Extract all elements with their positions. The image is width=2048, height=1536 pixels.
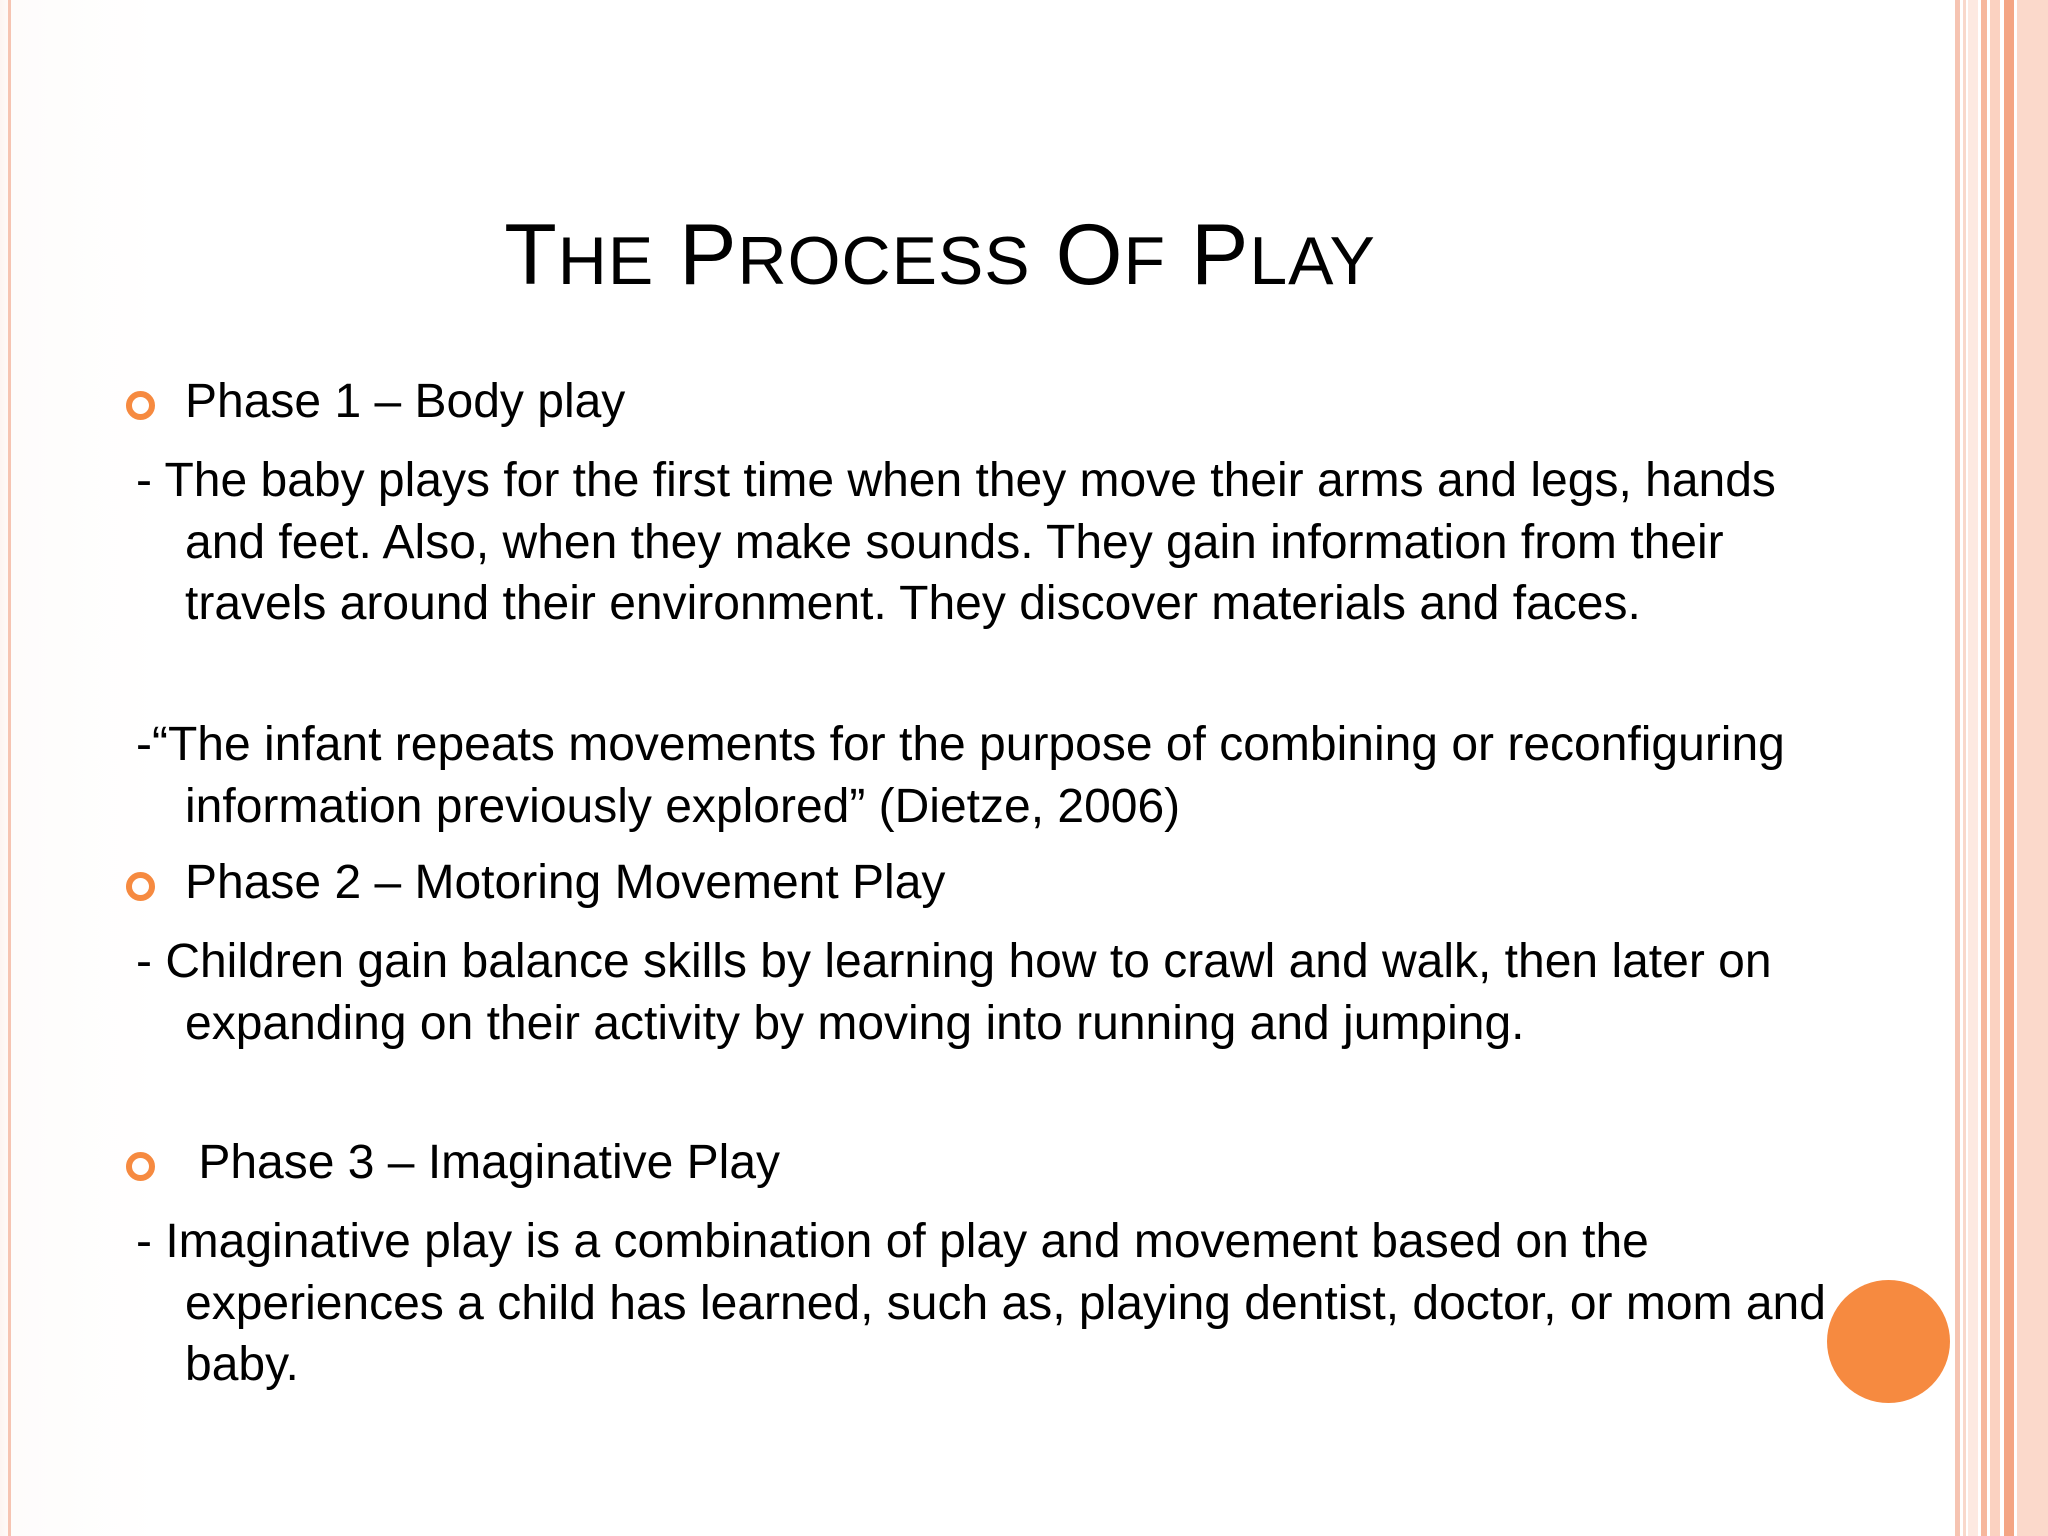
decorative-circle xyxy=(1827,1280,1950,1403)
bullet-text: Phase 2 – Motoring Movement Play xyxy=(185,856,946,909)
circle-bullet-icon xyxy=(126,872,155,901)
title-word-4: PLAY xyxy=(1190,207,1376,303)
paragraph-phase-2-description: - Children gain balance skills by learning how to crawl and walk, then later on expanding on their activity by moving into running and jumping. xyxy=(136,935,1772,1050)
right-border-band-6 xyxy=(2004,0,2014,1536)
slide-title xyxy=(0,205,1880,311)
circle-bullet-icon xyxy=(126,391,155,420)
circle-bullet-icon xyxy=(126,1152,155,1181)
right-border-band-1 xyxy=(1955,0,1960,1536)
right-border-band-2 xyxy=(1963,0,1966,1536)
title-word-3: OF xyxy=(1055,207,1167,303)
bullet-text: Phase 3 – Imaginative Play xyxy=(185,1136,781,1189)
title-word-1: THE xyxy=(504,207,655,303)
paragraph-phase-1-quote: -“The infant repeats movements for the purpose of combining or reconfiguring information previously explored” (Dietze, 2006) xyxy=(136,718,1785,833)
title-word-2: PROCESS xyxy=(679,207,1031,303)
paragraph-phase-3-description: - Imaginative play is a combination of play and movement based on the experiences a child has learned, such as, playing dentist, doctor, or mom and baby. xyxy=(136,1215,1826,1391)
right-border-band-7 xyxy=(2017,0,2048,1536)
paragraph-phase-1-description: - The baby plays for the first time when they move their arms and legs, hands and feet. Also, when they make sounds. They gain information from their travels around their environment. They discover materials and faces. xyxy=(136,454,1776,630)
right-border-band-5 xyxy=(1990,0,2000,1536)
right-border-band-3 xyxy=(1968,0,1978,1536)
right-border-band-4 xyxy=(1981,0,1987,1536)
bullet-text: Phase 1 – Body play xyxy=(185,375,626,428)
